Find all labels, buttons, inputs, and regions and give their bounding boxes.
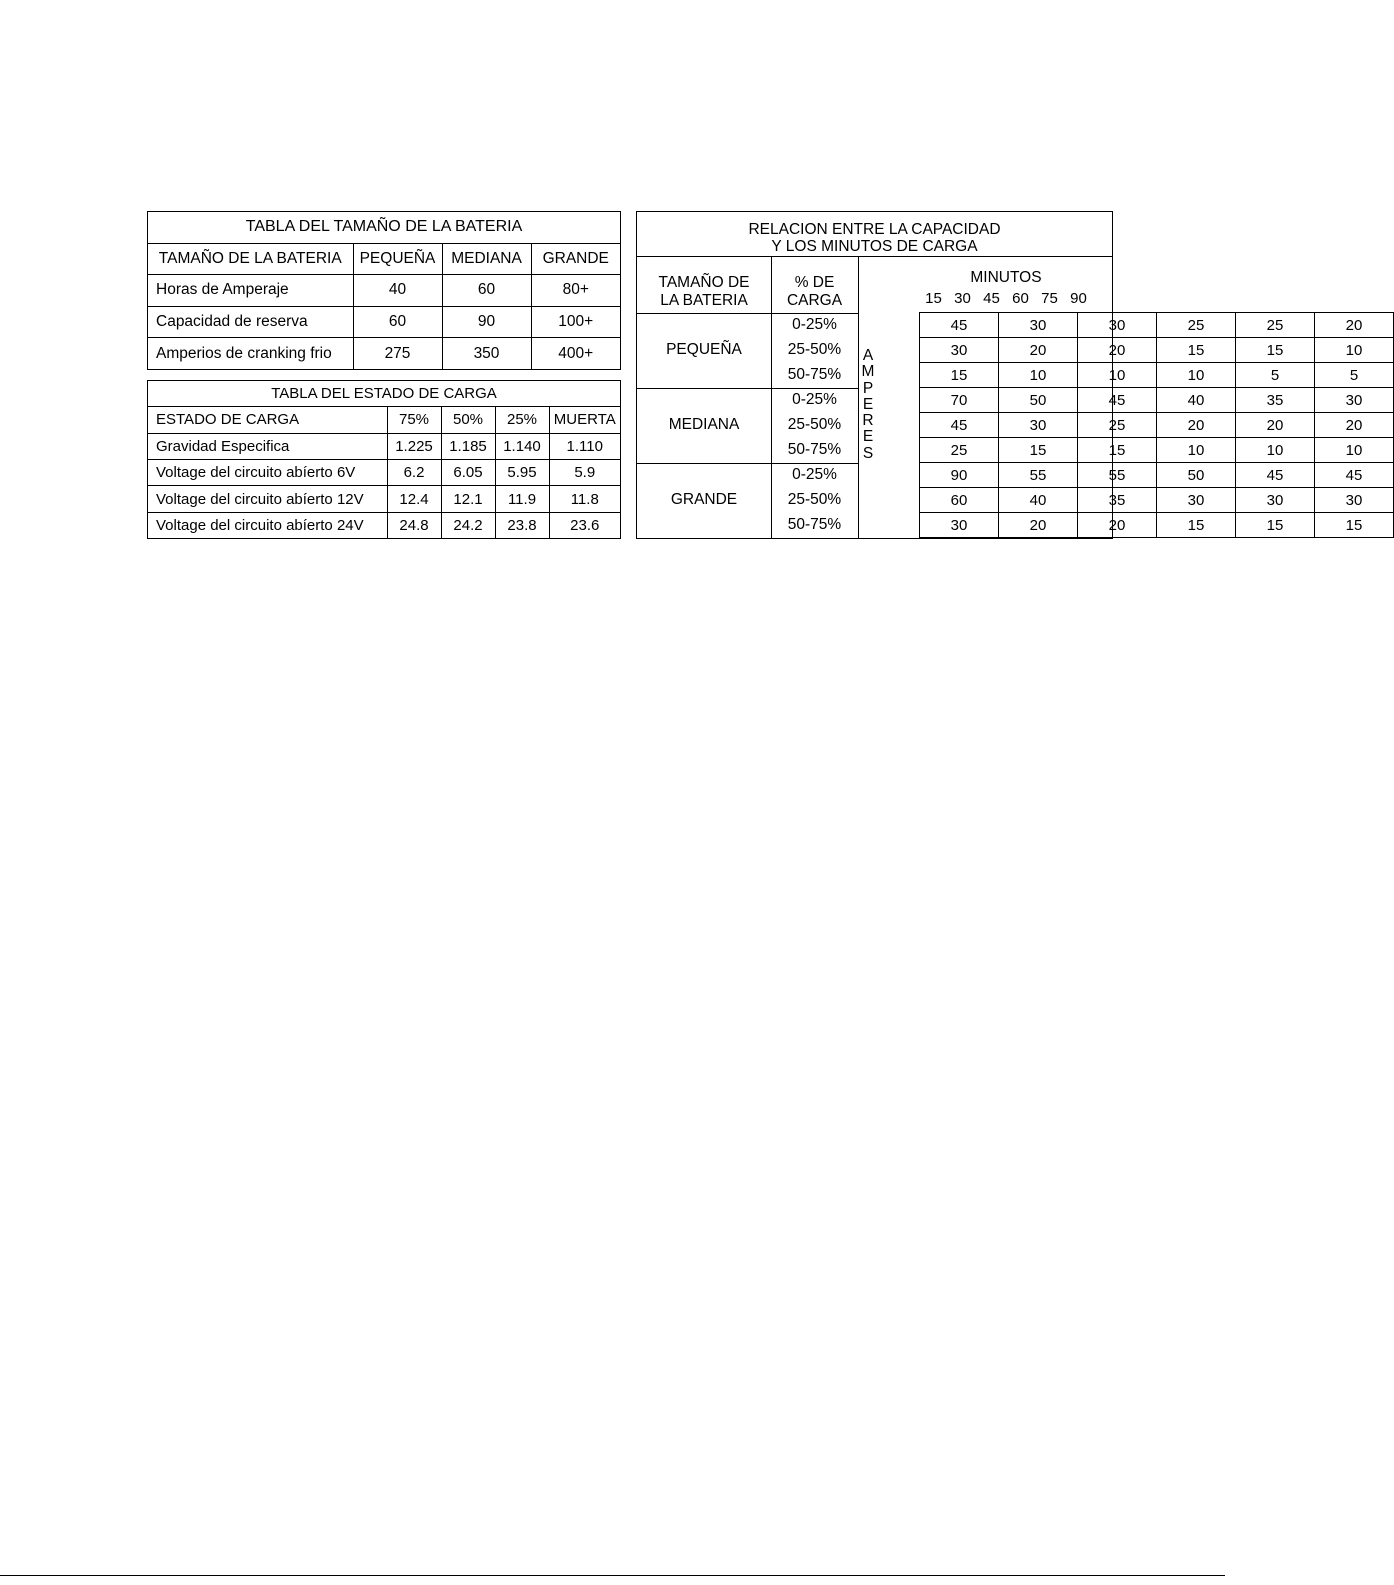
capacity-minutes-table <box>636 211 1363 539</box>
grid-cell: 70 <box>920 388 999 413</box>
capacity-minutes-table-title <box>637 212 1112 257</box>
grid-cell: 10 <box>1315 338 1394 363</box>
grid-row <box>920 388 1394 413</box>
row-label: Horas de Amperaje <box>148 275 353 306</box>
row-label: Capacidad de reserva <box>148 306 353 337</box>
grid-cell: 45 <box>1236 463 1315 488</box>
table-cell: 11.8 <box>549 486 620 512</box>
grid-row <box>920 363 1394 388</box>
page-bottom-rule <box>0 1575 1225 1576</box>
title-line: Y LOS MINUTOS DE CARGA <box>771 238 978 255</box>
grid-row <box>920 413 1394 438</box>
minute-value: 45 <box>983 290 1000 307</box>
grid-cell: 20 <box>999 338 1078 363</box>
grid-cell: 10 <box>1157 438 1236 463</box>
table-row <box>148 512 620 538</box>
row-divider <box>637 463 859 464</box>
table-cell: 24.8 <box>387 512 441 538</box>
grid-row <box>920 488 1394 513</box>
size-label: GRANDE <box>670 491 738 508</box>
header-cell: ESTADO DE CARGA <box>148 407 387 433</box>
minutes-header <box>919 290 1093 307</box>
size-label: MEDIANA <box>668 416 740 433</box>
minutes-label: MINUTOS <box>970 269 1042 286</box>
row-label: Amperios de cranking frio <box>148 338 353 369</box>
charge-state-table <box>147 380 621 539</box>
charge-label: 0-25% <box>792 466 837 483</box>
grid-cell: 20 <box>1078 338 1157 363</box>
table-cell: 90 <box>442 306 531 337</box>
table-cell: 23.6 <box>549 512 620 538</box>
grid-cell: 10 <box>1315 438 1394 463</box>
table-cell: 100+ <box>531 306 620 337</box>
amperes-letter: M <box>861 363 875 381</box>
grid-cell: 30 <box>1236 488 1315 513</box>
minute-value: 15 <box>925 290 942 307</box>
grid-cell: 10 <box>1236 438 1315 463</box>
grid-cell: 15 <box>1236 338 1315 363</box>
table-row <box>148 306 620 337</box>
header-cell: PEQUEÑA <box>353 243 442 274</box>
table-row <box>148 486 620 512</box>
size-label: PEQUEÑA <box>666 341 742 358</box>
minute-value: 60 <box>1012 290 1029 307</box>
header-cell: 25% <box>495 407 549 433</box>
row-label: Voltage del circuito abíerto 24V <box>148 512 387 538</box>
table-cell: 6.2 <box>387 459 441 485</box>
grid-cell: 30 <box>999 313 1078 338</box>
header-line: LA BATERIA <box>660 292 748 309</box>
grid-cell: 5 <box>1315 363 1394 388</box>
grid-cell: 20 <box>1315 313 1394 338</box>
charge-label: 25-50% <box>787 491 842 508</box>
grid-cell: 15 <box>1157 513 1236 538</box>
grid-cell: 45 <box>1078 388 1157 413</box>
table-cell: 23.8 <box>495 512 549 538</box>
grid-cell: 35 <box>1236 388 1315 413</box>
grid-cell: 15 <box>1157 338 1236 363</box>
grid-cell: 15 <box>1078 438 1157 463</box>
table-row <box>148 459 620 485</box>
charge-label: 25-50% <box>787 416 842 433</box>
grid-cell: 35 <box>1078 488 1157 513</box>
charge-label: 50-75% <box>787 366 842 383</box>
grid-cell: 30 <box>1078 313 1157 338</box>
charge-label: 25-50% <box>787 341 842 358</box>
table-cell: 60 <box>353 306 442 337</box>
amperes-letter: E <box>862 428 874 446</box>
grid-cell: 60 <box>920 488 999 513</box>
grid-row <box>920 463 1394 488</box>
grid-row <box>920 438 1394 463</box>
row-label: Voltage del circuito abíerto 6V <box>148 459 387 485</box>
header-line: % DE <box>794 274 835 291</box>
table-cell: 1.185 <box>441 433 495 459</box>
table-cell: 11.9 <box>495 486 549 512</box>
table-row <box>148 338 620 369</box>
header-cell: 50% <box>441 407 495 433</box>
amperes-letter: P <box>862 379 874 397</box>
grid-cell: 30 <box>920 513 999 538</box>
table-row <box>148 433 620 459</box>
header-cell: MUERTA <box>549 407 620 433</box>
row-label: Gravidad Especifica <box>148 433 387 459</box>
grid-cell: 45 <box>1315 463 1394 488</box>
minute-value: 90 <box>1070 290 1087 307</box>
header-line: TAMAÑO DE <box>658 274 750 291</box>
header-cell: GRANDE <box>531 243 620 274</box>
grid-cell: 25 <box>1078 413 1157 438</box>
grid-cell: 30 <box>920 338 999 363</box>
charge-label: 50-75% <box>787 441 842 458</box>
grid-cell: 45 <box>920 413 999 438</box>
battery-size-table-title: TABLA DEL TAMAÑO DE LA BATERIA <box>148 212 620 243</box>
grid-cell: 50 <box>1157 463 1236 488</box>
size-column-header <box>637 274 771 310</box>
grid-row <box>920 513 1394 538</box>
grid-cell: 10 <box>1157 363 1236 388</box>
grid-cell: 15 <box>1236 513 1315 538</box>
table-cell: 5.9 <box>549 459 620 485</box>
grid-cell: 25 <box>1157 313 1236 338</box>
header-line: CARGA <box>786 292 843 309</box>
charge-label: 0-25% <box>792 316 837 333</box>
charge-label: 50-75% <box>787 516 842 533</box>
grid-cell: 40 <box>999 488 1078 513</box>
grid-cell: 55 <box>999 463 1078 488</box>
grid-cell: 15 <box>1315 513 1394 538</box>
grid-row <box>920 338 1394 363</box>
grid-cell: 20 <box>1315 413 1394 438</box>
grid-cell: 10 <box>1078 363 1157 388</box>
row-divider <box>637 313 859 314</box>
table-cell: 80+ <box>531 275 620 306</box>
table-cell: 1.110 <box>549 433 620 459</box>
grid-cell: 30 <box>999 413 1078 438</box>
table-cell: 1.225 <box>387 433 441 459</box>
grid-cell: 20 <box>999 513 1078 538</box>
grid-cell: 20 <box>1236 413 1315 438</box>
grid-cell: 30 <box>1315 388 1394 413</box>
row-divider <box>637 388 859 389</box>
grid-cell: 10 <box>999 363 1078 388</box>
table-cell: 350 <box>442 338 531 369</box>
minute-value: 75 <box>1041 290 1058 307</box>
grid-cell: 25 <box>1236 313 1315 338</box>
grid-cell: 55 <box>1078 463 1157 488</box>
amperes-letter: S <box>862 444 874 462</box>
amperes-vertical-label <box>859 348 877 462</box>
grid-cell: 5 <box>1236 363 1315 388</box>
table-cell: 6.05 <box>441 459 495 485</box>
amperes-letter: A <box>862 347 874 364</box>
table-cell: 5.95 <box>495 459 549 485</box>
minute-value: 30 <box>954 290 971 307</box>
amperes-letter: E <box>862 395 874 413</box>
grid-cell: 40 <box>1157 388 1236 413</box>
row-label: Voltage del circuito abíerto 12V <box>148 486 387 512</box>
grid-row <box>920 313 1394 338</box>
grid-cell: 30 <box>1157 488 1236 513</box>
grid-cell: 90 <box>920 463 999 488</box>
table-cell: 12.4 <box>387 486 441 512</box>
grid-cell: 15 <box>999 438 1078 463</box>
table-cell: 1.140 <box>495 433 549 459</box>
header-cell: MEDIANA <box>442 243 531 274</box>
grid-cell: 50 <box>999 388 1078 413</box>
table-cell: 24.2 <box>441 512 495 538</box>
header-cell: 75% <box>387 407 441 433</box>
grid-cell: 25 <box>920 438 999 463</box>
amperes-letter: R <box>862 412 874 430</box>
grid-cell: 20 <box>1078 513 1157 538</box>
grid-cell: 30 <box>1315 488 1394 513</box>
header-cell: TAMAÑO DE LA BATERIA <box>148 243 353 274</box>
charge-column-header <box>771 274 858 310</box>
table-row <box>148 275 620 306</box>
battery-size-table <box>147 211 621 370</box>
table-cell: 12.1 <box>441 486 495 512</box>
charge-label: 0-25% <box>792 391 837 408</box>
table-cell: 400+ <box>531 338 620 369</box>
table-cell: 275 <box>353 338 442 369</box>
charge-state-table-title: TABLA DEL ESTADO DE CARGA <box>148 381 620 407</box>
table-cell: 40 <box>353 275 442 306</box>
table-cell: 60 <box>442 275 531 306</box>
title-line: RELACION ENTRE LA CAPACIDAD <box>748 221 1001 238</box>
grid-cell: 15 <box>920 363 999 388</box>
grid-cell: 45 <box>920 313 999 338</box>
amperes-grid <box>919 312 1394 538</box>
grid-cell: 20 <box>1157 413 1236 438</box>
